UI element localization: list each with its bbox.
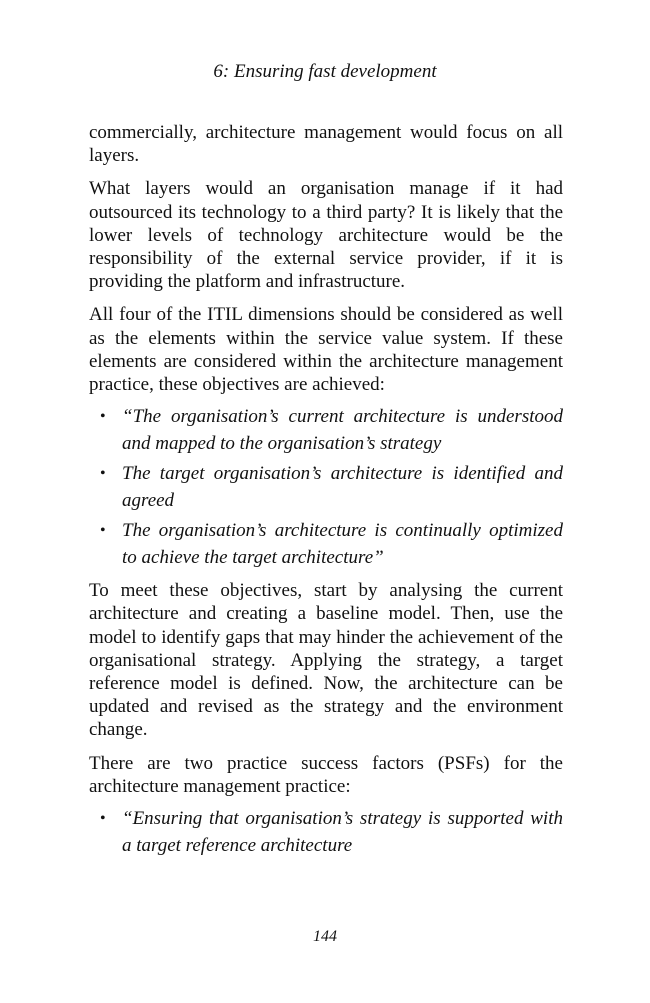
objectives-list bbox=[89, 404, 563, 571]
bullet-icon: • bbox=[100, 465, 106, 483]
paragraph-continuation: commercially, architecture management would focus on all layers. bbox=[89, 122, 563, 167]
list-item-text: “The organisation’s current architecture is understood and mapped to the organisation’s strategy bbox=[122, 406, 563, 454]
bullet-icon: • bbox=[100, 810, 106, 828]
list-item-text: The target organisation’s architecture is identified and agreed bbox=[122, 463, 563, 511]
body-text bbox=[89, 121, 563, 867]
list-item bbox=[89, 404, 563, 457]
page-number: 144 bbox=[313, 928, 337, 945]
bullet-icon: • bbox=[100, 522, 106, 540]
list-item bbox=[89, 461, 563, 514]
list-item bbox=[89, 806, 563, 859]
paragraph-psfs: There are two practice success factors (PSFs) for the architecture management practice: bbox=[89, 752, 563, 797]
bullet-icon: • bbox=[100, 408, 106, 426]
list-item-text: The organisation’s architecture is continually optimized to achieve the target architecture” bbox=[122, 520, 563, 568]
paragraph-outsourcing: What layers would an organisation manage if it had outsourced its technology to a third party? It is likely that the lower levels of technology architecture would be the responsibility of the external service provider, if it is providing the platform and infrastructure. bbox=[89, 178, 563, 293]
running-head: 6: Ensuring fast development bbox=[213, 61, 437, 82]
psf-list bbox=[89, 806, 563, 859]
paragraph-itil-dimensions: All four of the ITIL dimensions should be considered as well as the elements within the service value system. If these elements are considered within the architecture management practice, these objectives are achieved: bbox=[89, 304, 563, 396]
paragraph-meeting-objectives: To meet these objectives, start by analysing the current architecture and creating a baseline model. Then, use the model to identify gaps that may hinder the achievement of the organisational strategy. Applying the strategy, a target reference model is defined. Now, the architecture can be updated and revised as the strategy and the environment change. bbox=[89, 580, 563, 741]
list-item-text: “Ensuring that organisation’s strategy is supported with a target reference architecture bbox=[122, 808, 563, 856]
list-item bbox=[89, 518, 563, 571]
